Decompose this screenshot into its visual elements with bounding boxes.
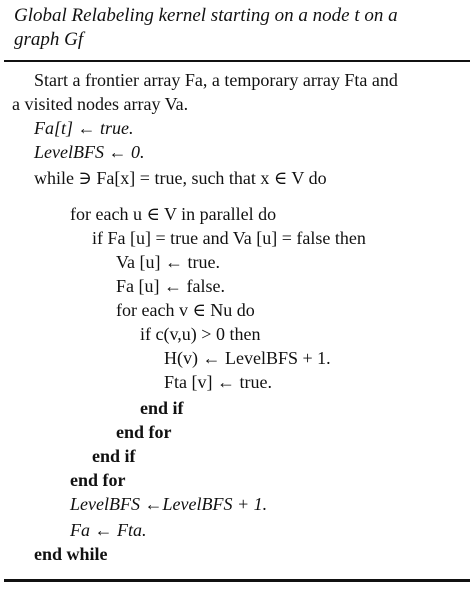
set-fta-line: Fta [v] ← true. [164, 372, 272, 392]
end-for-outer-line: end for [70, 470, 126, 490]
algorithm-body [0, 62, 474, 579]
increment-level-line: LevelBFS ←LevelBFS + 1. [70, 494, 268, 514]
init-line-1b: a visited nodes array Va. [12, 94, 189, 114]
while-line: while ∋ Fa[x] = true, such that x ∈ V do [34, 168, 327, 188]
end-while-line: end while [34, 544, 108, 564]
end-for-inner-line: end for [116, 422, 172, 442]
caption-line-2 [14, 28, 464, 52]
caption-line-1: Global Relabeling kernel starting on a node t on a [14, 5, 398, 26]
set-fa-line: Fa [u] ← false. [116, 276, 225, 296]
swap-line: Fa ← Fta. [70, 520, 147, 540]
set-h-line: H(v) ← LevelBFS + 1. [164, 348, 331, 368]
set-va-line: Va [u] ← true. [116, 252, 220, 272]
for-each-v-line: for each v ∈ Nu do [116, 300, 255, 320]
end-if-outer-line: end if [92, 446, 136, 466]
init-line-1a: Start a frontier array Fa, a temporary array Fta and [34, 70, 398, 90]
init-line-3: LevelBFS ← 0. [34, 142, 145, 162]
if-c-line: if c(v,u) > 0 then [140, 324, 261, 344]
bottom-rule [4, 579, 470, 582]
for-each-u-line: for each u ∈ V in parallel do [70, 204, 277, 224]
end-if-inner-line: end if [140, 398, 184, 418]
caption-line-2-text: graph Gf [14, 29, 84, 50]
init-line-2: Fa[t] ← true. [34, 118, 134, 138]
if-condition-line: if Fa [u] = true and Va [u] = false then [92, 228, 366, 248]
algorithm-caption [14, 4, 464, 52]
